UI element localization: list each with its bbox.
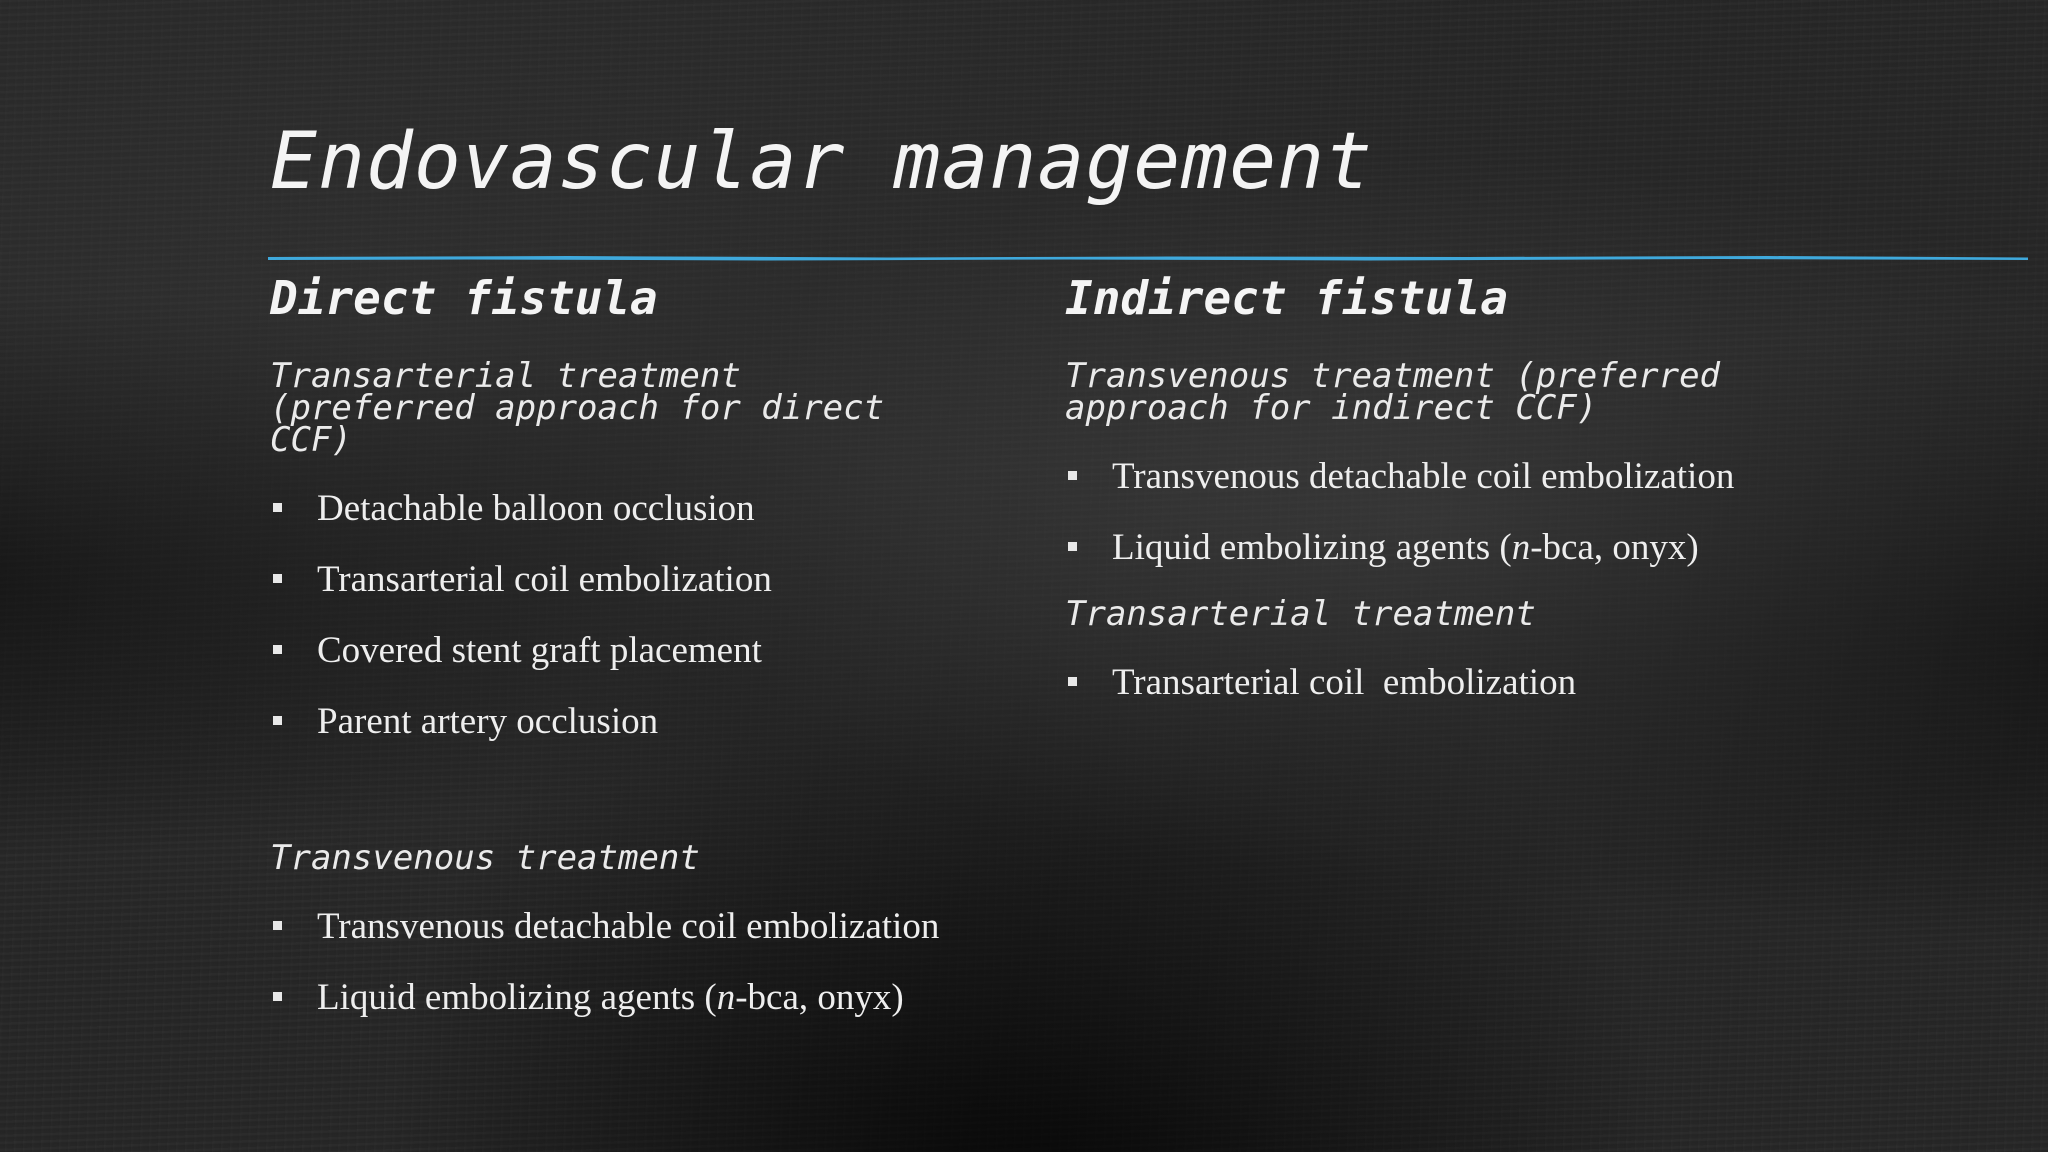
bullet-marker <box>273 574 282 583</box>
list-item-label: Detachable balloon occlusion <box>317 488 755 529</box>
list-item <box>270 544 1030 615</box>
list-item <box>1065 441 1965 512</box>
list-item <box>270 473 1030 544</box>
left-section-transvenous <box>270 838 1030 1033</box>
bullet-list <box>1065 647 1965 718</box>
list-item-label: Parent artery occlusion <box>317 701 659 742</box>
section-subheading: Transvenous treatment (preferred approach for indirect CCF) <box>1065 356 1721 428</box>
section-subheading: Transvenous treatment <box>270 838 700 878</box>
list-item <box>270 686 1030 757</box>
bullet-list <box>1065 441 1965 583</box>
slide-title: Endovascular management <box>270 117 1374 207</box>
bullet-list <box>270 473 1030 757</box>
label-italic: n <box>716 977 736 1018</box>
bullet-marker <box>273 503 282 512</box>
right-section-transarterial <box>1065 594 1965 718</box>
label-text: -bca, onyx) <box>735 977 904 1018</box>
label-italic: n <box>1511 527 1531 568</box>
list-item <box>270 962 1030 1033</box>
label-text: -bca, onyx) <box>1530 527 1699 568</box>
title-divider <box>268 254 2028 262</box>
list-item <box>1065 512 1965 583</box>
bullet-marker <box>1068 542 1077 551</box>
right-section-transvenous <box>1065 356 1965 583</box>
bullet-marker <box>273 645 282 654</box>
left-section-transarterial <box>270 356 1030 757</box>
bullet-marker <box>273 992 282 1001</box>
right-column <box>1065 268 1965 718</box>
label-text: Liquid embolizing agents ( <box>1112 527 1512 568</box>
bullet-list <box>270 891 1030 1033</box>
divider-stroke <box>268 256 2028 261</box>
column-heading-direct: Direct fistula <box>270 271 658 325</box>
section-subheading: Transarterial treatment (preferred approach for direct CCF) <box>270 356 885 460</box>
bullet-marker <box>1068 471 1077 480</box>
list-item <box>270 891 1030 962</box>
bullet-marker <box>273 921 282 930</box>
bullet-marker <box>273 716 282 725</box>
list-item-label: Transvenous detachable coil embolization <box>1112 456 1735 497</box>
list-item-label: Transarterial coil embolization <box>1112 662 1577 703</box>
list-item-label <box>317 977 904 1018</box>
list-item-label: Transvenous detachable coil embolization <box>317 906 940 947</box>
list-item-label <box>1112 527 1699 568</box>
list-item-label: Transarterial coil embolization <box>317 559 772 600</box>
bullet-marker <box>1068 677 1077 686</box>
left-column <box>270 268 1030 1033</box>
list-item <box>1065 647 1965 718</box>
list-item-label: Covered stent graft placement <box>317 630 762 671</box>
list-item <box>270 615 1030 686</box>
label-text: Liquid embolizing agents ( <box>317 977 717 1018</box>
column-heading-indirect: Indirect fistula <box>1065 271 1509 325</box>
section-subheading: Transarterial treatment <box>1065 594 1536 634</box>
